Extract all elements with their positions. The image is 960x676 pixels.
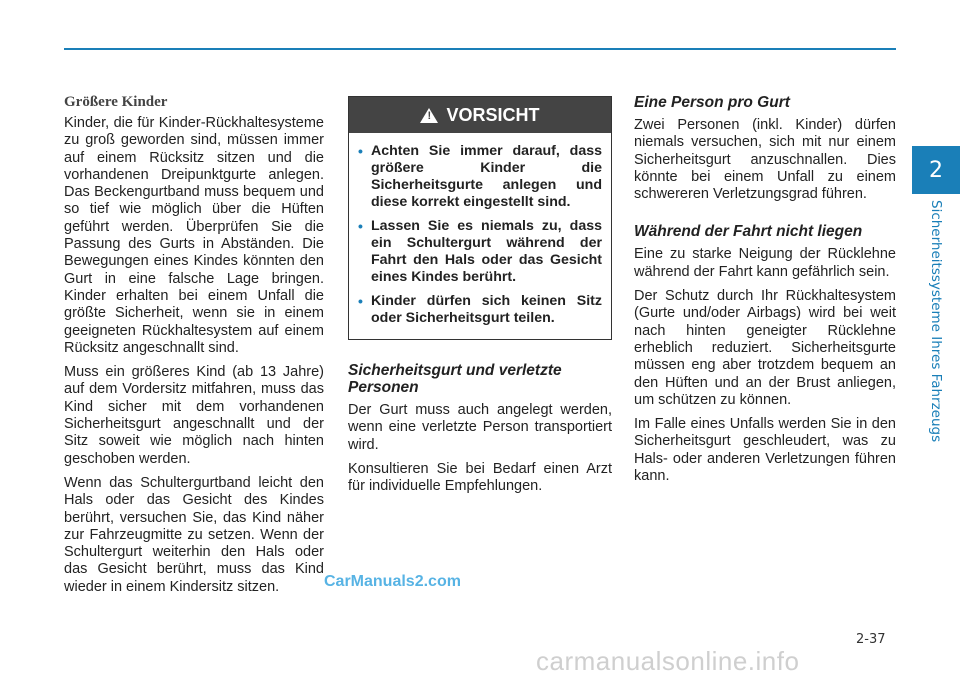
caution-item-text: Lassen Sie es niemals zu, dass ein Schultergurt während der Fahrt den Hals oder das Gesicht eines Kindes berührt.: [371, 218, 602, 285]
paragraph: Zwei Personen (inkl. Kinder) dürfen niemals versuchen, sich mit nur einem Sicherheitsgurt anzuschnallen. Dies könnte bei einem Unfall zu einem schwereren Verletzungsgrad führen.: [634, 117, 896, 203]
caution-item: [358, 218, 602, 286]
warning-triangle-icon: [420, 108, 438, 123]
top-rule: [64, 48, 896, 50]
caution-box: [348, 96, 612, 340]
paragraph: Eine zu starke Neigung der Rücklehne während der Fahrt kann gefährlich sein.: [634, 246, 896, 280]
section-heading-older-children: Größere Kinder: [64, 94, 168, 110]
paragraph: Kinder, die für Kinder-Rückhaltesysteme zu groß geworden sind, müssen immer auf einem Rücksitz sitzen und die vorhandenen Dreipunktgurte anlegen. Das Beckengurtband muss bequem und so tief wie möglich über die Hüften geführt werden. Überprüfen Sie die Passung des Gurts in Abständen. Die Bewegungen eines Kindes könnten den Gurt in eine falsche Lage bringen. Kinder erhalten bei einem Unfall die größte Sicherheit, wenn sie in einem geeigneten Rückhaltesystem auf einem Rücksitz angeschnallt sind.: [64, 115, 324, 356]
paragraph: Der Gurt muss auch angelegt werden, wenn eine verletzte Person transportiert wird.: [348, 402, 612, 453]
chapter-title-vertical: [912, 196, 960, 446]
bullet-icon: •: [358, 143, 363, 159]
column-middle: [348, 96, 612, 502]
caution-item-text: Achten Sie immer darauf, dass größere Kinder die Sicherheitsgurte anlegen und diese korrekt eingestellt sind.: [371, 143, 602, 210]
bullet-icon: •: [358, 293, 363, 309]
chapter-title: Sicherheitssysteme Ihres Fahrzeugs: [928, 199, 944, 443]
section-heading-injured-persons: Sicherheitsgurt und verletzte Personen: [348, 362, 562, 396]
watermark-carmanuals: CarManuals2.com: [324, 573, 461, 590]
caution-item: [358, 143, 602, 211]
chapter-number: 2: [929, 157, 943, 183]
page-number: 2-37: [856, 632, 886, 647]
chapter-number-tab: [912, 146, 960, 194]
caution-item: [358, 293, 602, 327]
caution-body: [349, 133, 611, 339]
bullet-icon: •: [358, 218, 363, 234]
section-heading-one-person-per-belt: Eine Person pro Gurt: [634, 94, 790, 111]
paragraph: Im Falle eines Unfalls werden Sie in den Sicherheitsgurt geschleudert, was zu Hals- oder anderen Verletzungen führen kann.: [634, 416, 896, 485]
caution-title: VORSICHT: [446, 104, 540, 125]
column-right: [634, 94, 896, 492]
footer-watermark: carmanualsonline.info: [536, 646, 800, 676]
section-heading-no-lying: Während der Fahrt nicht liegen: [634, 223, 863, 241]
paragraph: Muss ein größeres Kind (ab 13 Jahre) auf dem Vordersitz mitfahren, muss das Kind sicher mit dem vorhandenen Sicherheitsgurt angeschnallt und der Sitz soweit wie möglich nach hinten geschoben werden.: [64, 364, 324, 467]
paragraph: Wenn das Schultergurtband leicht den Hals oder das Gesicht des Kindes berührt, versuchen Sie, das Kind näher zur Fahrzeugmitte zu setzen. Wenn der Schultergurt weiterhin den Hals oder das Gesicht berührt, muss das Kind wieder in einem Kindersitz sitzen.: [64, 474, 324, 595]
caution-item-text: Kinder dürfen sich keinen Sitz oder Sicherheitsgurt teilen.: [371, 293, 602, 326]
paragraph: Konsultieren Sie bei Bedarf einen Arzt für individuelle Empfehlungen.: [348, 460, 612, 495]
paragraph: Der Schutz durch Ihr Rückhaltesystem (Gurte und/oder Airbags) wird bei weit nach hinten geneigter Rücklehne erheblich reduziert. Sicherheitsgurte müssen eng aber trotzdem bequem an den Hüften und an der Brust anliegen, um schützen zu können.: [634, 288, 896, 408]
column-left: [64, 92, 324, 603]
caution-header: [349, 97, 611, 133]
